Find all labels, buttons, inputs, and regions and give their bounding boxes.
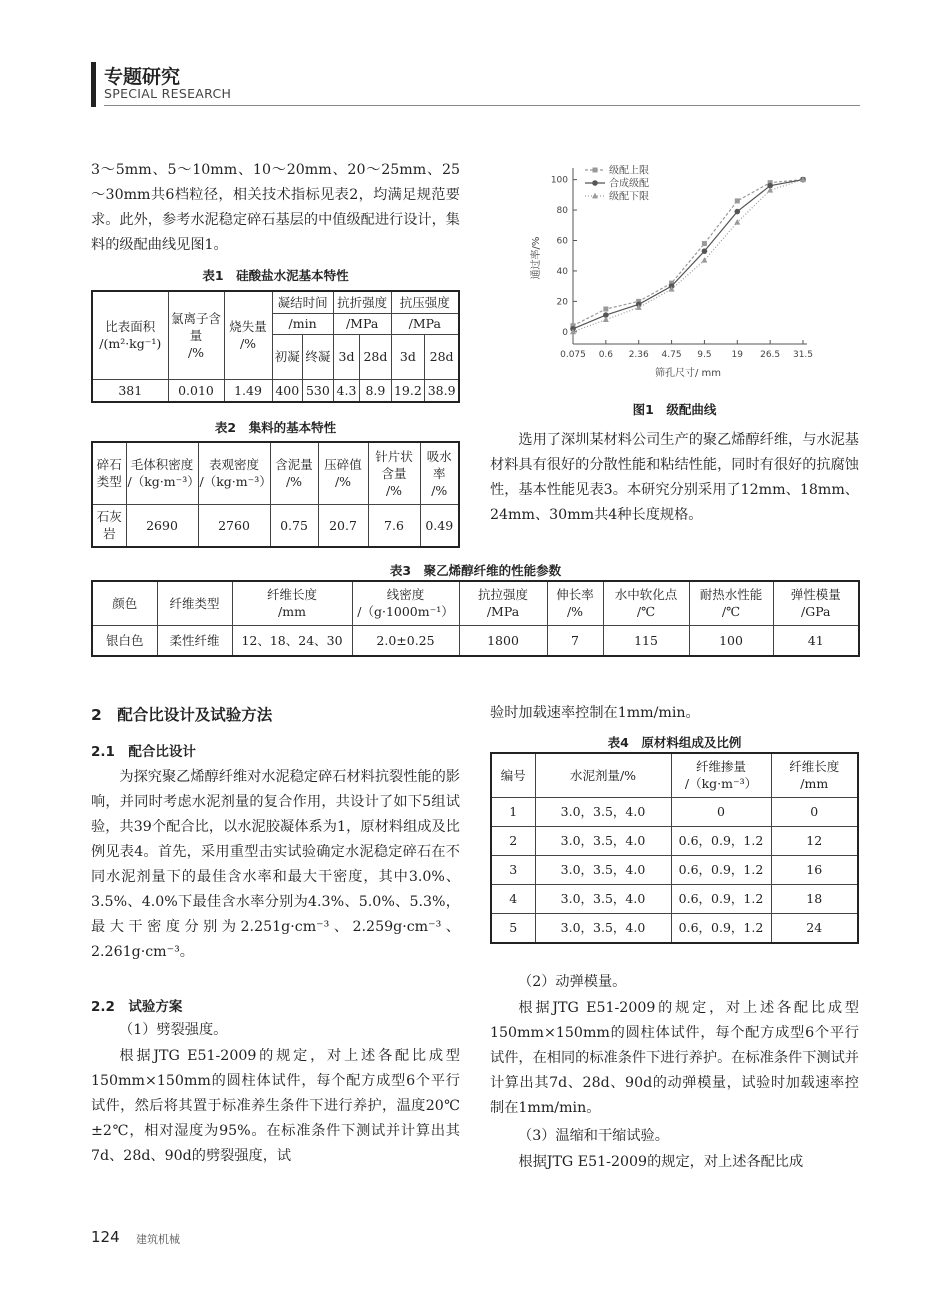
t4-cell: 0.6，0.9，1.2 bbox=[671, 884, 771, 913]
item2-heading: （2）动弹模量。 bbox=[518, 974, 627, 990]
t4-cell: 3.0，3.5，4.0 bbox=[535, 797, 671, 826]
shrinkage-paragraph: 根据JTG E51-2009的规定，对上述各配比成 bbox=[518, 1154, 804, 1170]
x-tick-label: 31.5 bbox=[792, 350, 814, 360]
t2-h-mud: 含泥量 /% bbox=[270, 442, 318, 504]
t1-cell: 0.010 bbox=[168, 379, 224, 402]
t1-cell: 400 bbox=[272, 379, 303, 402]
continuation-text: 验时加载速率控制在1mm/min。 bbox=[490, 705, 700, 721]
x-tick-label: 9.5 bbox=[697, 350, 712, 360]
y-tick-label: 100 bbox=[550, 175, 568, 186]
t4-h-no: 编号 bbox=[491, 753, 535, 797]
t4-cell: 18 bbox=[771, 884, 858, 913]
t2-h-flaky: 针片状含量 /% bbox=[368, 442, 420, 504]
t3-cell: 银白色 bbox=[92, 625, 157, 656]
table3 bbox=[91, 580, 860, 657]
t1-h-comp-unit: /MPa bbox=[391, 314, 459, 335]
t1-h-comp: 抗压强度 bbox=[391, 291, 459, 314]
t4-cell: 3.0，3.5，4.0 bbox=[535, 913, 671, 943]
y-tick-label: 20 bbox=[556, 297, 568, 308]
t3-cell: 12、18、24、30 bbox=[232, 625, 352, 656]
t3-h-type: 纤维类型 bbox=[157, 581, 232, 625]
t4-cell: 3 bbox=[491, 855, 535, 884]
t2-cell: 2760 bbox=[198, 504, 270, 547]
t2-h-type: 碎石类型 bbox=[92, 442, 126, 504]
section2-1-heading: 2.1 配合比设计 bbox=[91, 744, 196, 760]
t3-h-elong: 伸长率 /% bbox=[547, 581, 603, 625]
table2 bbox=[91, 441, 460, 548]
intro-paragraph: 3～5mm、5～10mm、10～20mm、20～25mm、25～30mm共6档粒径，相关技术指标见表2，均满足规范要求。此外，参考水泥稳定碎石基层的中值级配进行设计，集料的级配曲线见图1。 bbox=[91, 162, 460, 253]
t4-cell: 24 bbox=[771, 913, 858, 943]
t1-cell: 530 bbox=[303, 379, 334, 402]
legend-marker bbox=[593, 168, 598, 173]
x-tick-label: 26.5 bbox=[760, 350, 781, 360]
t2-cell: 0.49 bbox=[420, 504, 459, 547]
y-axis-label: 通过率/% bbox=[531, 236, 542, 280]
y-tick-label: 60 bbox=[556, 236, 568, 247]
x-tick-label: 0.075 bbox=[560, 350, 586, 360]
header-rule bbox=[104, 105, 860, 106]
t1-cell: 8.9 bbox=[360, 379, 391, 402]
t4-cell: 0 bbox=[671, 797, 771, 826]
y-tick-label: 0 bbox=[562, 327, 568, 338]
t4-cell: 3.0，3.5，4.0 bbox=[535, 884, 671, 913]
t4-cell: 0.6，0.9，1.2 bbox=[671, 826, 771, 855]
t1-h-setting-unit: /min bbox=[272, 314, 333, 335]
legend-label: 级配上限 bbox=[609, 165, 649, 177]
t4-cell: 0 bbox=[771, 797, 858, 826]
t3-cell: 1800 bbox=[459, 625, 547, 656]
t2-cell: 20.7 bbox=[318, 504, 368, 547]
t1-cell: 19.2 bbox=[391, 379, 425, 402]
t1-h-28d: 28d bbox=[360, 334, 391, 379]
item1-heading: （1）劈裂强度。 bbox=[119, 1022, 228, 1038]
table4 bbox=[490, 752, 859, 944]
t3-cell: 100 bbox=[689, 625, 773, 656]
t1-h-28d: 28d bbox=[425, 334, 459, 379]
page-number: 124 bbox=[91, 1228, 120, 1246]
x-tick-label: 19 bbox=[731, 350, 744, 360]
t2-h-app: 表观密度 /（kg·m⁻³） bbox=[198, 442, 270, 504]
table3-caption: 表3 聚乙烯醇纤维的性能参数 bbox=[389, 563, 562, 578]
t3-h-heat: 耐热水性能 /℃ bbox=[689, 581, 773, 625]
t4-cell: 5 bbox=[491, 913, 535, 943]
t4-h-len: 纤维长度 /mm bbox=[771, 753, 858, 797]
t4-cell: 2 bbox=[491, 826, 535, 855]
item3-heading: （3）温缩和干缩试验。 bbox=[518, 1128, 669, 1144]
t2-cell: 2690 bbox=[126, 504, 198, 547]
t1-cell: 4.3 bbox=[333, 379, 360, 402]
table1 bbox=[91, 290, 460, 403]
section2-2-heading: 2.2 试验方案 bbox=[91, 999, 183, 1015]
figure1-caption: 图1 级配曲线 bbox=[632, 402, 717, 417]
t4-cell: 0.6，0.9，1.2 bbox=[671, 855, 771, 884]
header-bar bbox=[91, 62, 96, 107]
mix-design-paragraph: 为探究聚乙烯醇纤维对水泥稳定碎石材料抗裂性能的影响，并同时考虑水泥剂量的复合作用，共设计了如下5组试验，共39个配合比，以水泥胶凝体系为1，原材料组成及比例见表4。首先，采用重型击实试验确定水泥稳定碎石在不同水泥剂量下的最佳含水率和最大干密度，其中3.0%、3.5%、4.0%下最佳含水率分别为4.3%、5.0%、5.3%，最大干密度分别为2.251g·cm⁻³、2.259g·cm⁻³、2.261g·cm⁻³。 bbox=[91, 769, 460, 960]
t3-cell: 7 bbox=[547, 625, 603, 656]
table4-caption: 表4 原材料组成及比例 bbox=[607, 735, 742, 750]
dynamic-modulus-paragraph: 根据JTG E51-2009的规定，对上述各配比成型150mm×150mm的圆柱体试件，每个配方成型6个平行试件，在相同的标准条件下进行养护。在标准条件下测试并计算出其7d、28d、90d的动弹模量，试验时加载速率控制在1mm/min。 bbox=[490, 1000, 859, 1116]
t1-h-chloride: 氯离子含量 /% bbox=[168, 291, 224, 379]
t3-h-modulus: 弹性模量 /GPa bbox=[773, 581, 859, 625]
section-label: 专题研究 bbox=[104, 66, 181, 88]
t4-cell: 12 bbox=[771, 826, 858, 855]
t4-h-dose: 纤维掺量 /（kg·m⁻³） bbox=[671, 753, 771, 797]
t4-cell: 3.0，3.5，4.0 bbox=[535, 855, 671, 884]
t1-cell: 1.49 bbox=[224, 379, 272, 402]
t3-h-length: 纤维长度 /mm bbox=[232, 581, 352, 625]
t1-h-final: 终凝 bbox=[303, 334, 334, 379]
t1-cell: 38.9 bbox=[425, 379, 459, 402]
fiber-paragraph: 选用了深圳某材料公司生产的聚乙烯醇纤维，与水泥基材料具有很好的分散性能和粘结性能，同时有很好的抗腐蚀性，基本性能见表3。本研究分别采用了12mm、18mm、24mm、30mm共4种长度规格。 bbox=[490, 432, 859, 523]
x-tick-label: 0.6 bbox=[598, 350, 614, 360]
y-tick-label: 80 bbox=[556, 206, 568, 217]
t4-h-cement: 水泥剂量/% bbox=[535, 753, 671, 797]
t2-h-abs: 吸水率 /% bbox=[420, 442, 459, 504]
legend-label: 合成级配 bbox=[609, 178, 649, 190]
table1-caption: 表1 硅酸盐水泥基本特性 bbox=[202, 268, 349, 283]
data-point bbox=[702, 241, 707, 246]
data-point bbox=[603, 316, 609, 322]
t3-cell: 41 bbox=[773, 625, 859, 656]
journal-name: 建筑机械 bbox=[136, 1233, 180, 1246]
t4-cell: 0.6，0.9，1.2 bbox=[671, 913, 771, 943]
x-axis-label: 筛孔尺寸/ mm bbox=[654, 368, 722, 379]
x-tick-label: 2.36 bbox=[628, 350, 649, 360]
table2-caption: 表2 集料的基本特性 bbox=[214, 420, 337, 435]
t1-h-3d: 3d bbox=[391, 334, 425, 379]
t1-h-loss: 烧失量 /% bbox=[224, 291, 272, 379]
t2-h-crush: 压碎值 /% bbox=[318, 442, 368, 504]
series-line-0 bbox=[573, 180, 803, 326]
t1-h-area: 比表面积 /(m²·kg⁻¹) bbox=[92, 291, 168, 379]
t3-cell: 115 bbox=[603, 625, 689, 656]
section-label-en: SPECIAL RESEARCH bbox=[104, 86, 232, 101]
t2-cell: 石灰岩 bbox=[92, 504, 126, 547]
data-point bbox=[603, 306, 608, 311]
data-point bbox=[734, 209, 740, 215]
t2-cell: 7.6 bbox=[368, 504, 420, 547]
x-tick-label: 4.75 bbox=[661, 350, 682, 360]
t1-h-initial: 初凝 bbox=[272, 334, 303, 379]
t4-cell: 3.0，3.5，4.0 bbox=[535, 826, 671, 855]
t3-h-tensile: 抗拉强度 /MPa bbox=[459, 581, 547, 625]
t1-cell: 381 bbox=[92, 379, 168, 402]
t4-cell: 16 bbox=[771, 855, 858, 884]
t3-h-density: 线密度 /（g·1000m⁻¹） bbox=[352, 581, 459, 625]
t1-h-flex-unit: /MPa bbox=[333, 314, 391, 335]
splitting-paragraph: 根据JTG E51-2009的规定，对上述各配比成型150mm×150mm的圆柱体试件，每个配方成型6个平行试件，然后将其置于标准养生条件下进行养护，温度20℃±2℃，相对湿度为95%。在标准条件下测试并计算出其7d、28d、90d的劈裂强度，试 bbox=[91, 1048, 460, 1164]
legend-label: 级配下限 bbox=[609, 191, 649, 203]
t2-cell: 0.75 bbox=[270, 504, 318, 547]
t4-cell: 1 bbox=[491, 797, 535, 826]
gradation-chart bbox=[525, 158, 825, 390]
section2-heading: 2 配合比设计及试验方法 bbox=[91, 706, 273, 724]
t3-cell: 柔性纤维 bbox=[157, 625, 232, 656]
data-point bbox=[701, 257, 707, 263]
t1-h-flex: 抗折强度 bbox=[333, 291, 391, 314]
legend-marker bbox=[592, 180, 598, 186]
y-tick-label: 40 bbox=[556, 266, 568, 277]
data-point bbox=[735, 198, 740, 203]
t3-cell: 2.0±0.25 bbox=[352, 625, 459, 656]
data-point bbox=[702, 248, 708, 254]
t1-h-3d: 3d bbox=[333, 334, 360, 379]
t3-h-color: 颜色 bbox=[92, 581, 157, 625]
t3-h-soft: 水中软化点 /℃ bbox=[603, 581, 689, 625]
t2-h-bulk: 毛体积密度 /（kg·m⁻³） bbox=[126, 442, 198, 504]
t1-h-setting: 凝结时间 bbox=[272, 291, 333, 314]
t4-cell: 4 bbox=[491, 884, 535, 913]
series-line-1 bbox=[573, 180, 803, 329]
